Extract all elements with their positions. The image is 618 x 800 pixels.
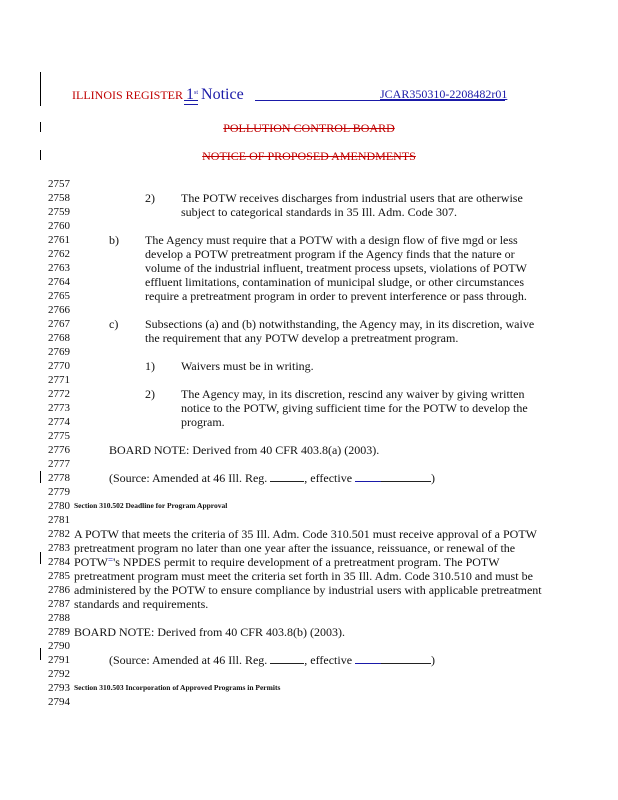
board-title: POLLUTION CONTROL BOARD bbox=[223, 121, 395, 135]
line-number: 2757 bbox=[48, 178, 70, 190]
line-number: 2760 bbox=[48, 220, 70, 232]
body-text: The Agency may, in its discretion, rescind any waiver by giving written bbox=[181, 387, 525, 401]
body-text: Subsections (a) and (b) notwithstanding, the Agency may, in its discretion, waive bbox=[145, 317, 535, 331]
edit-mark: = bbox=[108, 555, 114, 565]
blank-field bbox=[270, 471, 304, 482]
underline-mark bbox=[184, 100, 198, 101]
source-prefix: (Source: Amended at 46 Ill. Reg. bbox=[109, 653, 271, 667]
source-end: ) bbox=[431, 471, 436, 485]
subsection-label: b) bbox=[109, 233, 119, 247]
line-number: 2764 bbox=[48, 276, 70, 288]
source-note bbox=[109, 471, 435, 486]
line-number: 2766 bbox=[48, 304, 70, 316]
blank-field bbox=[270, 653, 304, 664]
body-text: pretreatment program must meet the criteria set forth in 35 Ill. Adm. Code 310.510 and must be bbox=[74, 569, 533, 583]
page-number-suffix: st bbox=[194, 90, 199, 96]
line-number: 2763 bbox=[48, 262, 70, 274]
board-note: BOARD NOTE: Derived from 40 CFR 403.8(b) (2003). bbox=[74, 625, 345, 639]
revision-bar bbox=[40, 552, 41, 564]
line-number: 2782 bbox=[48, 528, 70, 540]
body-text: administered by the POTW to ensure compliance by industrial users with applicable pretreatment bbox=[74, 583, 542, 597]
line-number: 2781 bbox=[48, 514, 70, 526]
body-text: The Agency must require that a POTW with a design flow of five mgd or less bbox=[145, 233, 518, 247]
body-text: volume of the industrial influent, treatment process upsets, violations of POTW bbox=[145, 261, 527, 275]
source-note bbox=[109, 653, 435, 668]
subsection-label: c) bbox=[109, 317, 119, 331]
body-text: notice to the POTW, giving sufficient time for the POTW to develop the bbox=[181, 401, 528, 415]
revision-bar bbox=[40, 72, 41, 106]
underline-mark bbox=[184, 104, 198, 105]
body-text: pretreatment program no later than one year after the issuance, reissuance, or renewal of the bbox=[74, 541, 516, 555]
line-number: 2779 bbox=[48, 486, 70, 498]
board-note: BOARD NOTE: Derived from 40 CFR 403.8(a) (2003). bbox=[109, 443, 380, 457]
line-number: 2769 bbox=[48, 346, 70, 358]
line-number: 2793 bbox=[48, 682, 70, 694]
revision-bar bbox=[40, 648, 41, 660]
line-number: 2792 bbox=[48, 668, 70, 680]
source-end: ) bbox=[431, 653, 436, 667]
body-text: require a pretreatment program in order to prevent interference or pass through. bbox=[145, 289, 527, 303]
running-header bbox=[72, 86, 244, 104]
body-text bbox=[74, 555, 500, 570]
line-number: 2785 bbox=[48, 570, 70, 582]
body-text-part: POTW bbox=[74, 555, 108, 569]
line-number: 2767 bbox=[48, 318, 70, 330]
item-label: 2) bbox=[145, 387, 155, 401]
line-number: 2761 bbox=[48, 234, 70, 246]
section-heading: Section 310.502 Deadline for Program Approval bbox=[74, 501, 228, 510]
body-text-part: 's NPDES permit to require development of a pretreatment program. The POTW bbox=[113, 555, 500, 569]
source-mid: , effective bbox=[304, 653, 356, 667]
line-number: 2778 bbox=[48, 472, 70, 484]
notice-label: Notice bbox=[201, 86, 244, 103]
body-text: A POTW that meets the criteria of 35 Ill. Adm. Code 310.501 must receive approval of a POTW bbox=[74, 527, 538, 541]
line-number: 2776 bbox=[48, 444, 70, 456]
body-text: the requirement that any POTW develop a pretreatment program. bbox=[145, 331, 459, 345]
register-title: ILLINOIS REGISTER bbox=[72, 88, 183, 102]
line-number: 2765 bbox=[48, 290, 70, 302]
source-prefix: (Source: Amended at 46 Ill. Reg. bbox=[109, 471, 271, 485]
line-number: 2759 bbox=[48, 206, 70, 218]
line-number: 2770 bbox=[48, 360, 70, 372]
blank-field bbox=[381, 653, 431, 664]
line-number: 2787 bbox=[48, 598, 70, 610]
line-number: 2758 bbox=[48, 192, 70, 204]
line-number: 2772 bbox=[48, 388, 70, 400]
line-number: 2794 bbox=[48, 696, 70, 708]
line-number: 2780 bbox=[48, 500, 70, 512]
revision-bar bbox=[40, 471, 41, 483]
jcar-code: JCAR350310-2208482r01 bbox=[380, 87, 508, 101]
blank-field bbox=[381, 471, 431, 482]
blank-field bbox=[355, 471, 381, 482]
item-label: 2) bbox=[145, 191, 155, 205]
page-number: 1 bbox=[186, 86, 194, 103]
item-label: 1) bbox=[145, 359, 155, 373]
line-number: 2783 bbox=[48, 542, 70, 554]
blank-field bbox=[355, 653, 381, 664]
section-heading: Section 310.503 Incorporation of Approved Programs in Permits bbox=[74, 683, 281, 692]
body-text: subject to categorical standards in 35 Ill. Adm. Code 307. bbox=[181, 205, 457, 219]
line-number: 2788 bbox=[48, 612, 70, 624]
line-number: 2789 bbox=[48, 626, 70, 638]
notice-title: NOTICE OF PROPOSED AMENDMENTS bbox=[202, 149, 416, 163]
line-number: 2791 bbox=[48, 654, 70, 666]
line-number: 2775 bbox=[48, 430, 70, 442]
body-text: The POTW receives discharges from industrial users that are otherwise bbox=[181, 191, 523, 205]
line-number: 2774 bbox=[48, 416, 70, 428]
line-number: 2786 bbox=[48, 584, 70, 596]
body-text: program. bbox=[181, 415, 225, 429]
source-mid: , effective bbox=[304, 471, 356, 485]
body-text: Waivers must be in writing. bbox=[181, 359, 314, 373]
line-number: 2790 bbox=[48, 640, 70, 652]
line-number: 2777 bbox=[48, 458, 70, 470]
line-number: 2762 bbox=[48, 248, 70, 260]
line-number: 2771 bbox=[48, 374, 70, 386]
line-number: 2784 bbox=[48, 556, 70, 568]
body-text: effluent limitations, contamination of municipal sludge, or other circumstances bbox=[145, 275, 525, 289]
body-text: standards and requirements. bbox=[74, 597, 209, 611]
line-number: 2773 bbox=[48, 402, 70, 414]
line-number: 2768 bbox=[48, 332, 70, 344]
body-text: develop a POTW pretreatment program if the Agency finds that the nature or bbox=[145, 247, 515, 261]
